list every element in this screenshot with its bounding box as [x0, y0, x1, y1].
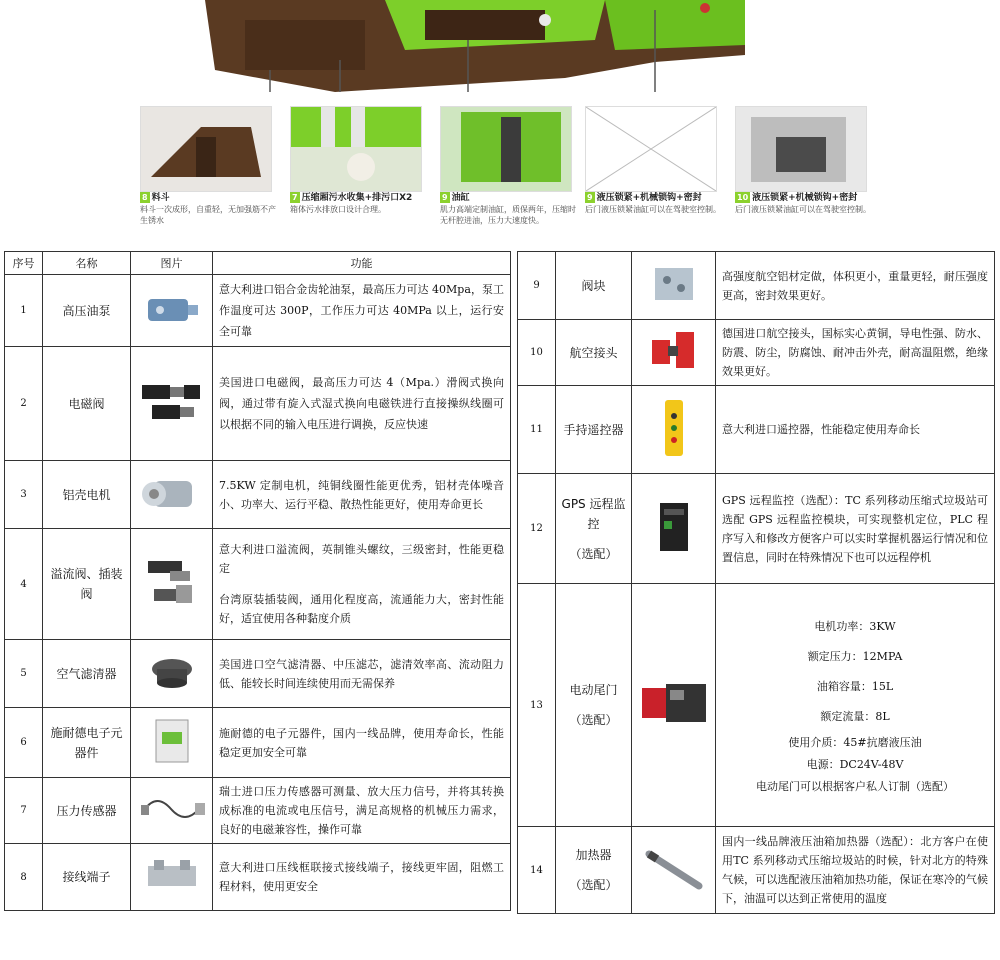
table-row: 7 压力传感器 瑞士进口压力传感器可测量、放大压力信号，并将其转换成标准的电流或电压信号，满足高规格的机械压力需求， 良好的电磁兼容性，操作可靠: [5, 778, 511, 844]
table-row: 12 GPS 远程监控 （选配） GPS 远程监控（选配）：TC 系列移动压缩式垃圾站可选配 GPS 远程监控模块，可实现整机定位，PLC 程序写入和修改方便客户可以实时掌握机器运行情况和位置信息，同时在特殊情况下也可以远程停机: [518, 474, 995, 584]
table-row: 2 电磁阀 美国进口电磁阀，最高压力可达 4（Mpa.）滑阀式换向阀，通过带有旋入式湿式换向电磁铁进行直接操纵线圈可以根据不同的输入电压进行调换，反应快速: [5, 347, 511, 461]
hopper-photo: [140, 106, 272, 192]
feature-caption: 9 液压锁紧+机械锁钩+密封 后门液压锁紧油缸可以在驾驶室控制。: [585, 193, 721, 214]
valve-block-image: [632, 252, 716, 320]
relief-valve-image: [131, 529, 213, 640]
cylinder-photo: [440, 106, 572, 192]
solenoid-valve-image: [131, 347, 213, 461]
header-func: 功能: [213, 252, 511, 275]
gear-pump-image: [131, 275, 213, 347]
heater-image: [632, 827, 716, 914]
components-table-right: [517, 251, 995, 914]
table-row: 1 高压油泵 意大利进口铝合金齿轮油泵，最高压力可达 40Mpa，泵工作温度可达 300P，工作压力可达 40MPa 以上，运行安全可靠: [5, 275, 511, 347]
remote-control-image: [632, 386, 716, 474]
table-row: 9 阀块 高强度航空铝材定做，体积更小，重量更轻，耐压强度更高，密封效果更好。: [518, 252, 995, 320]
table-row: 11 手持遥控器 意大利进口遥控器，性能稳定使用寿命长: [518, 386, 995, 474]
table-row: 3 铝壳电机 7.5KW 定制电机，纯铜线圈性能更优秀，铝材壳体噪音小、功率大、运行平稳、散热性能更好，使用寿命更长: [5, 461, 511, 529]
table-row: 6 施耐德电子元器件 施耐德的电子元器件，国内一线品牌，使用寿命长，性能稳定更加安全可靠: [5, 708, 511, 778]
components-table-left: [4, 251, 511, 911]
power-unit-image: [632, 584, 716, 827]
sewage-outlet-photo: [290, 106, 422, 192]
table-row: 5 空气滤清器 美国进口空气滤清器、中压滤芯，滤清效率高、流动阻力低、能较长时间连续使用而无需保养: [5, 640, 511, 708]
feature-caption: 10 液压锁紧+机械锁钩+密封 后门液压锁紧油缸可以在驾驶室控制。: [735, 193, 871, 214]
table-row: 8 接线端子 意大利进口压线框联接式接线端子，接线更牢固，阻燃工程材料，使用更安全: [5, 844, 511, 911]
table-row: 14 加热器 （选配） 国内一线品牌液压油箱加热器（选配）：北方客户在使用TC 系列移动式压缩垃圾站的时候，针对北方的特殊气候，可以选配液压油箱加热功能，保证在寒冷的气候下，油温可以达到正常使用的温度: [518, 827, 995, 914]
header-no: 序号: [5, 252, 43, 275]
feature-caption: 9 油缸 肌力高端定制油缸，质保两年，压缩时无杆腔进油，压力大速度快。: [440, 193, 576, 225]
lock-photo: [735, 106, 867, 192]
gps-module-image: [632, 474, 716, 584]
feature-caption: 8 料斗 料斗一次成形，自重轻，无加强筋不产生锈水: [140, 193, 276, 225]
aviation-connector-image: [632, 320, 716, 386]
air-filter-image: [131, 640, 213, 708]
feature-caption: 7 压缩厢污水收集+排污口X2 箱体污水排放口设计合理。: [290, 193, 413, 214]
contactor-image: [131, 708, 213, 778]
truck-illustration: [0, 0, 1000, 250]
header-pic: 图片: [131, 252, 213, 275]
table-row: 13 电动尾门 （选配） 电机功率：3KW 额定压力：12MPA 油箱容量：15L 额定流量：8L 使用介质：45#抗磨液压油 电源：DC24V-48V 电动尾门可以根据客户私人订制（选配）: [518, 584, 995, 827]
placeholder-photo: [585, 106, 717, 192]
header-name: 名称: [43, 252, 131, 275]
table-header-row: [5, 252, 511, 275]
truck-body-image: [185, 0, 745, 92]
pressure-sensor-image: [131, 778, 213, 844]
terminal-block-image: [131, 844, 213, 911]
table-row: 10 航空接头 德国进口航空接头，国标实心黄铜，导电性强、防水、防震、防尘，防腐蚀、耐冲击外壳，耐高温阻燃，绝缘效果更好。: [518, 320, 995, 386]
table-row: 4 溢流阀、插装阀 意大利进口溢流阀，英制锥头螺纹，三级密封，性能更稳定 台湾原装插装阀，通用化程度高，流通能力大，密封性能好，适宜使用各种黏度介质: [5, 529, 511, 640]
motor-image: [131, 461, 213, 529]
